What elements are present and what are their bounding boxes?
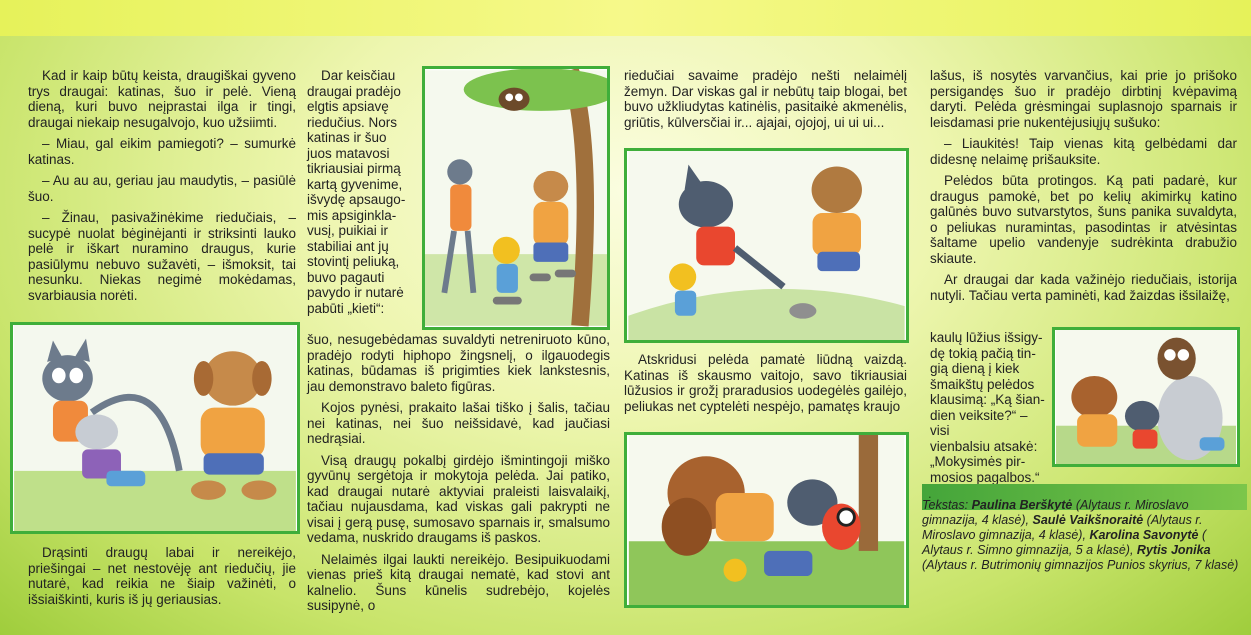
column-2-wrap-text <box>307 68 419 316</box>
text-line: gią dieną į kiek <box>930 361 1020 376</box>
owl-aid-drawing <box>1055 330 1237 464</box>
column-1-bottom-text <box>28 545 296 613</box>
text-credits <box>922 498 1240 573</box>
text-line: juos matavosi <box>307 145 390 161</box>
text-line: riedučius. Nors <box>307 114 398 130</box>
text-line: mosios pagalbos.“ <box>930 469 1040 485</box>
paragraph: – Au au au, geriau jau maudytis, – pasiūlė šuo. <box>28 173 296 204</box>
author-school: ( Alytaus r. Simno gimnazija, 5 a klasė), <box>922 528 1207 557</box>
paragraph: šuo, nesugebėdamas suvaldyti netreniruoto kūno, pradėjo rodyti hiphopo žingsnelį, o ilgauodegis katinas, būdamas iš prigimties kiek lankstesnis, jau demonstravo baleto figūras. <box>307 332 610 394</box>
paragraph: Atskridusi pelėda pamatė liūdną vaizdą. Katinas iš skausmo vaitojo, savo tikriausiai lūžusios ir grožį praradusios uodegėlės gailėjo, peliukas net cyptelėti nespėjo, pamatęs kraujo <box>624 352 907 414</box>
paragraph: lašus, iš nosytės varvančius, kai prie jo prišoko persigandęs šuo ir pradėjo dirbtinį kvėpavimą daryti. Pelėda grėsmingai suplasnojo sparnais ir leisdamasi prie nukentėjusiųjų sušuko: <box>930 68 1237 130</box>
text-line: dien veiksite?“ – visi <box>930 407 1028 438</box>
text-line: išvydę apsaugo- <box>307 192 406 207</box>
column-4-wrap-text <box>930 330 1048 485</box>
column-4-text <box>930 68 1237 309</box>
text-line: buvo pagauti <box>307 269 385 285</box>
injured-friends-illustration <box>624 432 909 608</box>
cat-dog-mouse-illustration <box>10 322 300 534</box>
text-line: kaulų lūžius išsigy- <box>930 330 1043 345</box>
text-line: pavydo ir nutarė <box>307 285 404 300</box>
author-school: (Alytaus r. Miroslavo gimnazija, 4 klasė), <box>922 513 1203 542</box>
paragraph: – Miau, gal eikim pamiegoti? – sumurkė katinas. <box>28 136 296 167</box>
text-line: draugai pradėjo <box>307 83 401 99</box>
paragraph: Pelėdos būta protingos. Ką pati padarė, kur draugus pamokė, bet po kelių akimirkų katino galūnės buvo sutvarstytos, šuns panika suvaldyta, o peliukas nuramintas, pasodintas ir atvėsintas šaltame upelio vandenyje sudrėkinta drabužio skiaute. <box>930 173 1237 266</box>
crash-drawing <box>627 151 906 340</box>
owl-first-aid-illustration <box>1052 327 1240 467</box>
author-school: (Alytaus r. Miroslavo gimnazija, 4 klasė), <box>922 498 1189 527</box>
text-line: „Mokysimės pir- <box>930 454 1026 469</box>
text-line: kartą gyvenime, <box>307 176 403 192</box>
paragraph: Kad ir kaip būtų keista, draugiškai gyveno trys draugai: katinas, šuo ir pelė. Vieną dieną, kuri buvo neįprastai ilga ir tingi, draugai niekaip nesugalvojo, kuo užsiimti. <box>28 68 296 130</box>
cat-dog-mouse-drawing <box>13 325 297 531</box>
skating-tree-owl-illustration <box>422 66 610 330</box>
crash-downhill-illustration <box>624 148 909 343</box>
text-line: stabiliai ant jų <box>307 238 389 254</box>
text-line: Dar keisčiau <box>321 68 396 83</box>
paragraph: Kojos pynėsi, prakaito lašai tiško į šalis, tačiau nei katinas, nei šuo neišsidavė, kad jaučiasi nedrąsiai. <box>307 400 610 446</box>
injured-drawing <box>627 435 906 605</box>
paragraph: Visą draugų pokalbį girdėjo išmintingoji miško gyvūnų sergėtoja ir mokytoja pelėda. Jai patiko, kad draugai nutarė aktyviai praleisti laisvalaikį, tačiau nujausdama, kad viskas gali pakrypti ne visai į gerą pusę, sumosavo sparnais ir, smalsumo vedama, nuskrido draugams iš paskos. <box>307 452 610 545</box>
column-2-text <box>307 332 610 620</box>
paragraph: – Žinau, pasivažinėkime riedučiais, – sucypė nuolat bėginėjanti ir striksinti lauko pelė ir iškart nuramino draugus, kurie pasiūlymu nebuvo sužavėti, – išmoksit, tai nesunku. Niekas negimė mokėdamas, svarbiausia norėti. <box>28 210 296 303</box>
author-name: Paulina Berškytė <box>971 498 1073 512</box>
column-3-top-text <box>624 68 907 136</box>
text-line: pabūti „kieti“: <box>307 300 385 316</box>
text-line: elgtis apsiavę <box>307 99 389 114</box>
author-name: Saulė Vaikšnoraitė <box>1032 513 1144 527</box>
author-school: (Alytaus r. Butrimonių gimnazijos Punios skyrius, 7 klasė) <box>922 558 1239 572</box>
text-line: vusį, puikiai ir <box>307 223 389 238</box>
credits-label: Tekstas: <box>922 498 969 512</box>
top-color-band <box>0 0 1251 36</box>
paragraph: riedučiai savaime pradėjo nešti nelaimėlį žemyn. Dar viskas gal ir nebūtų taip blogai, bet buvo užkliudytas katinėlis, pasitaikė akmenėlis, griūtis, kūlversčiai ir... ajajai, ojojoj, ui ui ui... <box>624 68 907 130</box>
text-line: vienbalsiu atsakė: <box>930 438 1038 454</box>
paragraph: Drąsinti draugų labai ir nereikėjo, priešingai – net nestovėję ant riedučių, jie nutarė, kad reikia ne šiaip važinėti, o išsiaiškinti, kuris iš jų geriausias. <box>28 545 296 607</box>
author-name: Karolina Savonytė <box>1089 528 1199 542</box>
text-line: klausimą: „Ką šian- <box>930 392 1045 407</box>
text-line: šmaikštų pelėdos <box>930 376 1035 392</box>
paragraph: – Liaukitės! Taip vienas kitą gelbėdami dar didesnę nelaimę prišauksite. <box>930 136 1237 167</box>
paragraph: Nelaimės ilgai laukti nereikėjo. Besipuikuodami vienas prieš kitą draugai nematė, kad stovi ant kalnelio. Šuns kūnelis sudrebėjo, kojelės susipynė, o <box>307 551 610 613</box>
skating-drawing <box>425 69 607 327</box>
text-line: dę tokią pačią tin- <box>930 345 1036 361</box>
column-1-text <box>28 68 296 309</box>
paragraph: Ar draugai dar kada važinėjo riedučiais, istorija nutyli. Tačiau verta paminėti, kad žaizdas išsilaižę, <box>930 272 1237 303</box>
credits-bar-dot: . <box>928 486 932 501</box>
text-line: tikriausiai pirmą <box>307 161 401 176</box>
text-line: katinas ir šuo <box>307 130 387 145</box>
text-line: stovintį peliuką, <box>307 254 400 269</box>
text-line: mis apsiginkla- <box>307 207 397 223</box>
column-3-middle-text <box>624 352 907 420</box>
author-name: Rytis Jonika <box>1136 543 1211 557</box>
